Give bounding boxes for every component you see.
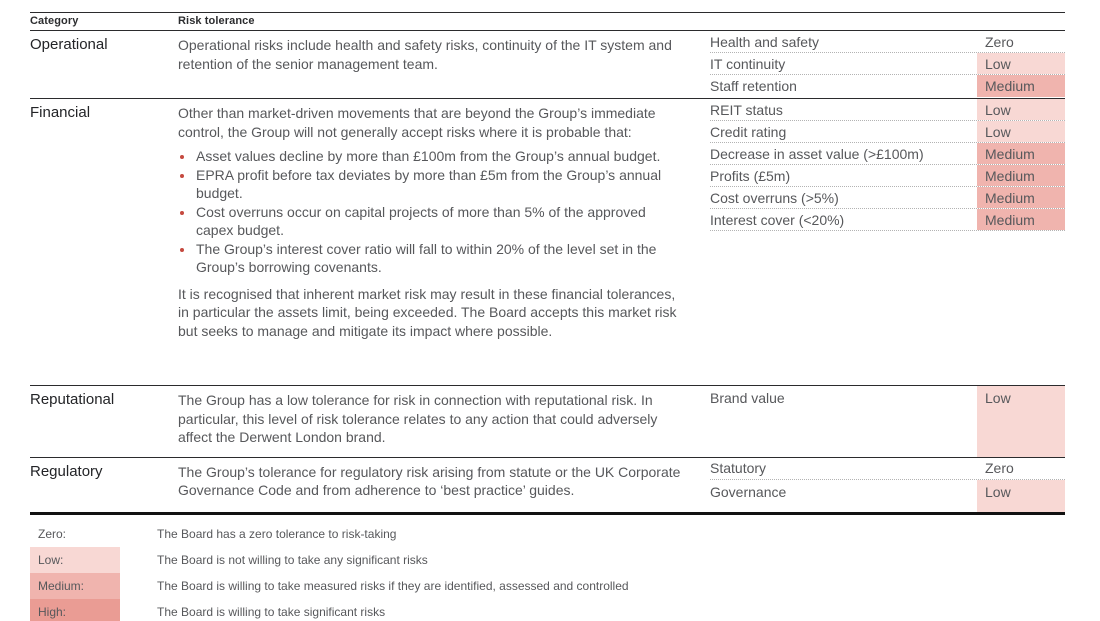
description-bullet-list <box>178 147 683 277</box>
risk-item-name: Interest cover (<20%) <box>710 211 845 228</box>
risk-items <box>710 99 1065 385</box>
category-label: Reputational <box>30 391 115 408</box>
legend-row-zero <box>30 521 1065 547</box>
legend-key-zero: Zero: <box>38 526 67 541</box>
description-outro: It is recognised that inherent market risk may result in these financial tolerances, in particular the assets limit, being exceeded. The Board accepts this market risk but seeks to manage and mitigate its impact where possible. <box>178 285 677 339</box>
risk-level-cell: Low <box>977 386 1065 457</box>
risk-item-name: Cost overruns (>5%) <box>710 189 839 206</box>
legend-description: The Board is willing to take significant risks <box>157 604 386 619</box>
section-reputational <box>30 385 1065 457</box>
bullet-item: • The Group’s interest cover ratio will fall to within 20% of the level set in the Group’s borrowing covenants. <box>195 240 683 277</box>
legend-description: The Board has a zero tolerance to risk-taking <box>157 526 397 541</box>
legend-key-high: High: <box>30 599 120 621</box>
risk-item-name: Credit rating <box>710 123 787 140</box>
risk-items <box>710 458 1065 512</box>
risk-item-name: Statutory <box>710 460 767 476</box>
risk-item-name: Health and safety <box>710 33 819 50</box>
risk-level-cell: Zero <box>985 460 1014 476</box>
risk-description <box>178 31 710 98</box>
column-header-category: Category <box>30 15 79 27</box>
risk-item-row <box>710 458 1065 480</box>
risk-item-row <box>710 121 1065 143</box>
risk-item-name: Brand value <box>710 390 785 406</box>
risk-level-cell: Low <box>977 99 1065 120</box>
section-regulatory <box>30 457 1065 512</box>
risk-item-row <box>710 165 1065 187</box>
risk-level-cell: Low <box>977 480 1065 512</box>
description-paragraph: Operational risks include health and safety risks, continuity of the IT system and retention of the senior management team. <box>178 37 672 72</box>
legend-key-low: Low: <box>30 547 120 573</box>
risk-items <box>710 31 1065 98</box>
risk-item-row <box>710 99 1065 121</box>
description-paragraph: The Group has a low tolerance for risk in connection with reputational risk. In particular, this level of risk tolerance relates to any action that could adversely affect the Derwent London brand. <box>178 392 658 445</box>
bullet-item: • EPRA profit before tax deviates by more than £5m from the Group’s annual budget. <box>195 166 683 203</box>
description-intro: Other than market-driven movements that are beyond the Group’s immediate control, the Group will not generally accept risks where it is probable that: <box>178 105 656 140</box>
risk-item-row <box>710 143 1065 165</box>
risk-level-cell: Zero <box>985 33 1014 50</box>
legend-row-medium <box>30 573 1065 599</box>
risk-level-cell: Medium <box>977 165 1065 186</box>
risk-item-row <box>710 386 1065 457</box>
risk-item-name: Decrease in asset value (>£100m) <box>710 145 924 162</box>
legend-row-high <box>30 599 1065 621</box>
risk-item-name: Staff retention <box>710 78 797 94</box>
risk-item-row <box>710 209 1065 231</box>
risk-level-cell: Medium <box>977 187 1065 208</box>
risk-item-name: REIT status <box>710 101 783 118</box>
section-financial <box>30 98 1065 385</box>
legend-description: The Board is willing to take measured risks if they are identified, assessed and controlled <box>157 578 629 593</box>
risk-level-cell: Medium <box>977 209 1065 230</box>
bullet-item: • Asset values decline by more than £100m from the Group’s annual budget. <box>195 147 683 166</box>
risk-item-row <box>710 53 1065 75</box>
risk-tolerance-table <box>30 12 1065 515</box>
category-label: Operational <box>30 36 108 53</box>
table-header-row <box>30 13 1065 31</box>
risk-level-cell: Low <box>977 53 1065 74</box>
risk-description <box>178 99 710 385</box>
category-label: Financial <box>30 104 91 121</box>
risk-description <box>178 386 710 457</box>
bullet-item: • Cost overruns occur on capital projects of more than 5% of the approved capex budget. <box>195 203 683 240</box>
risk-level-cell: Medium <box>977 75 1065 97</box>
risk-item-name: Governance <box>710 483 787 500</box>
category-label: Regulatory <box>30 462 103 480</box>
risk-items <box>710 386 1065 457</box>
risk-item-name: IT continuity <box>710 55 786 72</box>
risk-item-row <box>710 480 1065 512</box>
legend-key-medium: Medium: <box>30 573 120 599</box>
risk-description <box>178 458 710 512</box>
section-operational <box>30 31 1065 98</box>
risk-item-row <box>710 75 1065 97</box>
risk-item-name: Profits (£5m) <box>710 167 791 184</box>
risk-level-cell: Medium <box>977 143 1065 164</box>
description-paragraph: The Group’s tolerance for regulatory risk arising from statute or the UK Corporate Governance Code and from adherence to ‘best practice’ guides. <box>178 463 681 498</box>
tolerance-legend <box>30 521 1065 621</box>
column-header-risk-tolerance: Risk tolerance <box>178 15 255 27</box>
legend-description: The Board is not willing to take any significant risks <box>157 552 428 567</box>
risk-level-cell: Low <box>977 121 1065 142</box>
risk-item-row <box>710 187 1065 209</box>
legend-row-low <box>30 547 1065 573</box>
risk-item-row <box>710 31 1065 53</box>
